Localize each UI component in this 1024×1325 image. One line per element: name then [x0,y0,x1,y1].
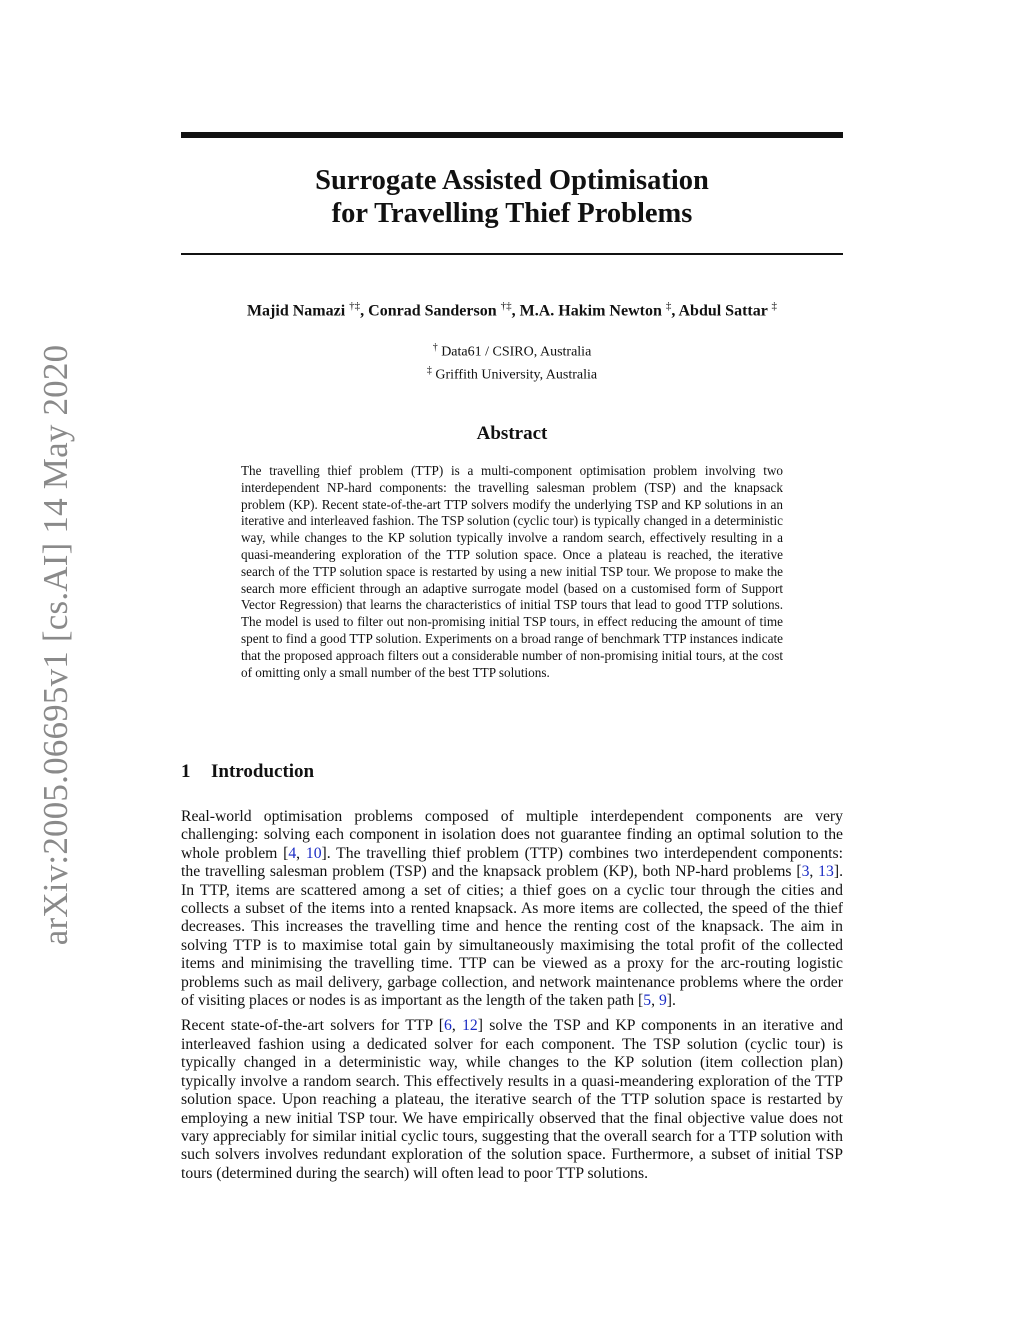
body-paragraph [181,1017,843,1183]
author-affiliation-mark: †‡ [500,300,512,312]
paragraph-text: , [451,1017,463,1035]
arxiv-identifier-stamp: arXiv:2005.06695v1 [cs.AI] 14 May 2020 [36,344,75,946]
citation-link[interactable]: 12 [462,1017,478,1035]
paragraph-text: ]. [666,992,676,1010]
affiliation-line [181,362,843,385]
author-name: Majid Namazi [246,302,350,320]
citation-link[interactable]: 10 [305,844,322,862]
author-name: M.A. Hakim Newton [519,302,666,320]
author-affiliation-mark: ‡ [771,300,778,312]
paper-title [181,164,843,230]
citation-link[interactable]: 4 [288,844,297,862]
section-title: Introduction [211,761,315,782]
abstract-heading: Abstract [476,423,548,444]
abstract-text: The travelling thief problem (TTP) is a multi-component optimisation problem involving two interdependent NP-hard components: the travelling salesman problem (TSP) and the knapsack problem (KP). Recent state-of-the-art TTP solvers modify the underlying TSP and KP solutions in an iterative and interleaved fashion. The TSP solution (cyclic tour) is typically changed in a deterministic way, while changes to the KP solution typically involve a random search, effectively resulting in a quasi-meandering exploration of the TTP solution space. Once a plateau is reached, the iterative search of the TTP solution space is restarted by using a new initial TSP tour. We propose to make the search more efficient through an adaptive surrogate model (based on a customised form of Support Vector Regression) that learns the characteristics of initial TSP tours that lead to good TTP solutions. The model is used to filter out non-promising initial TSP tours, in effect reducing the amount of time spent to find a good TTP solution. Experiments on a broad range of benchmark TTP instances indicate that the proposed approach filters out a considerable number of non-promising initial tours, at the cost of omitting only a small number of the best TTP solutions. [241,463,783,680]
paragraph-text: ]. The travelling thief problem (TTP) combines two interdependent components: the travelling salesman problem (TSP) and the knapsack problem (KP), both NP-hard problems [ [181,844,843,881]
paragraph-text: , [809,863,819,881]
citation-link[interactable]: 9 [658,992,667,1010]
paragraph-text: , [651,992,659,1010]
affiliation-text: Griffith University, Australia [431,367,598,383]
paragraph-text: ]. In TTP, items are scattered among a set of cities; a thief goes on a cyclic tour through the cities and collects a subset of the items into a rented knapsack. As more items are collected, the speed of the thief decreases. This increases the travelling time and hence the renting cost of the knapsack. The aim in solving TTP is to maximise total gain by simultaneously maximising the total profit of the collected items and minimising the travelling time. TTP can be viewed as a proxy for the arc-routing logistic problems such as mail delivery, garbage collection, and network maintenance problems where the order of visiting places or nodes is as important as the length of the taken path [ [181,863,843,1010]
author-list [181,300,843,320]
affiliation-mark: † [432,342,438,353]
body-paragraph [181,808,843,1010]
section-heading [181,761,314,783]
author-name: Conrad Sanderson [368,302,501,320]
citation-link[interactable]: 5 [643,992,652,1010]
author-name: Abdul Sattar [678,302,772,320]
title-line-1: Surrogate Assisted Optimisation [315,165,709,196]
citation-link[interactable]: 3 [801,863,810,881]
paragraph-text: Real-world optimisation problems composed of multiple interdependent components are very challenging: solving each component in isolation does not guarantee finding an optimal solution to the whole problem [ [181,808,843,862]
affiliation-list [181,339,843,384]
title-top-rule [181,132,843,138]
title-line-2: for Travelling Thief Problems [331,198,693,229]
paragraph-text: , [296,844,306,862]
affiliation-text: Data61 / CSIRO, Australia [437,344,592,360]
title-bottom-rule [181,253,843,255]
affiliation-line [181,339,843,362]
section-number: 1 [181,761,191,782]
citation-link[interactable]: 13 [818,863,834,881]
author-separator: , [360,302,369,320]
citation-link[interactable]: 6 [444,1017,452,1035]
paragraph-text: Recent state-of-the-art solvers for TTP [ [181,1017,445,1035]
author-separator: , [671,302,679,320]
author-separator: , [511,302,520,320]
affiliation-mark: ‡ [426,364,432,376]
section-body [181,808,843,1190]
author-affiliation-mark: ‡ [665,300,672,312]
paragraph-text: ] solve the TSP and KP components in an iterative and interleaved fashion using a dedicated solver for each component. The TSP solution (cyclic tour) is typically changed in a deterministic way, while changes to the KP solution (item collection plan) typically involve a random search. This effectively results in a quasi-meandering exploration of the TTP solution space. Upon reaching a plateau, the iterative search of the TTP solution space is restarted by employing a new initial TSP tour. We have empirically observed that the final objective value does not vary appreciably for similar initial cyclic tours, suggesting that the overall search for a TTP solution with such solvers involves redundant exploration of the solution space. Furthermore, a subset of initial TSP tours (determined during the search) will often lead to poor TTP solutions. [181,1017,843,1182]
author-affiliation-mark: †‡ [349,300,361,312]
